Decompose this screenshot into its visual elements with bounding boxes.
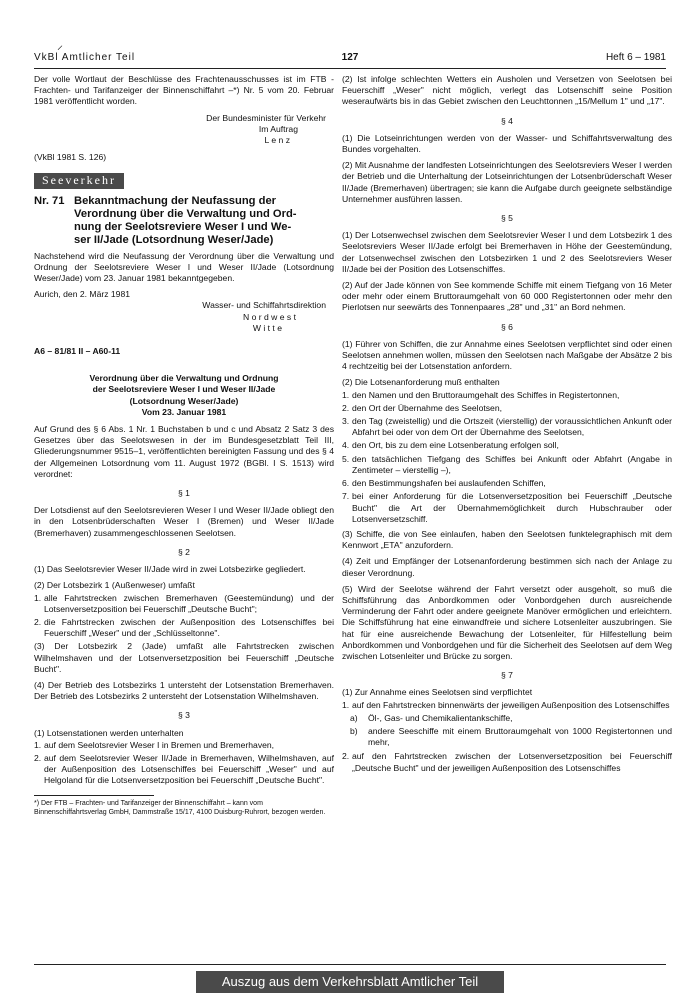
paragraph: (1) Zur Annahme eines Seelotsen sind verpflichtet — [342, 687, 533, 698]
paragraph: (3) Schiffe, die von See einlaufen, haben den Seelotsen funktelegraphisch mit dem Kennwort „ETA" anzufordern. — [342, 528, 672, 551]
list-item: 3. den Tag (zweistellig) und die Ortszeit (vierstellig) der voraussichtlichen Ankunft oder Abfahrt bei oder von dem Ort der Übernahme des Seelotsen, — [342, 416, 672, 438]
section-heading: § 1 — [178, 488, 190, 499]
page-number: 127 — [341, 52, 359, 63]
file-reference: A6 – 81/81 II – A60-11 — [34, 346, 121, 357]
signature-block-2 — [34, 300, 334, 334]
section-heading: § 4 — [501, 115, 513, 126]
signature-line: Wasser- und Schiffahrtsdirektion — [202, 300, 326, 311]
right-column — [342, 74, 672, 776]
title-line: Verordnung über die Verwaltung und Ord- — [74, 207, 297, 220]
place-date: Aurich, den 2. März 1981 — [34, 289, 131, 300]
reference: (VkBl 1981 S. 126) — [34, 152, 107, 163]
regulation-date: Vom 23. Januar 1981 — [141, 406, 227, 417]
title-line: Bekanntmachung der Neufassung der — [74, 194, 277, 207]
header-rule — [34, 68, 666, 69]
list-item: 5. den tatsächlichen Tiefgang des Schiffes bei Ankunft oder Abfahrt (Angabe in Zentimeter – vierstellig –), — [342, 453, 672, 475]
section-heading: § 3 — [178, 710, 190, 721]
paragraph: (4) Zeit und Empfänger der Lotsenanforderung bestimmen sich nach der Anlage zu dieser Verordnung. — [342, 556, 672, 578]
list-item: 7. bei einer Anforderung für die Lotsenversetzposition bei Feuerschiff „Deutsche Bucht" die Art der Übernahmemöglichkeit durch Hubschrauber oder Lotsenversetzschiff. — [342, 491, 672, 524]
section-heading: § 2 — [178, 546, 190, 557]
paragraph: (1) Die Lotseinrichtungen werden von der Wasser- und Schiffahrtsverwaltung des Bundes vorgehalten. — [342, 132, 672, 155]
section-heading: § 5 — [501, 213, 513, 224]
paragraph: (1) Das Seelotsrevier Weser II/Jade wird in zwei Lotsbezirke gegliedert. — [34, 564, 306, 575]
list-subitem: a) Öl-, Gas- und Chemikalientankschiffe, — [350, 712, 513, 723]
paragraph: (3) Der Lotsbezirk 2 (Jade) umfaßt alle Fahrtstrecken zwischen Wilhelmshaven und der Lotsenversetzposition bei Feuerschiff „Deutsche Bucht". — [34, 641, 334, 674]
paragraph: (2) Die Lotsenanforderung muß enthalten — [342, 377, 500, 388]
regulation-title-line: (Lotsordnung Weser/Jade) — [129, 395, 239, 406]
paragraph: Der Lotsdienst auf den Seelotsrevieren Weser I und Weser II/Jade obliegt den in den Lotsenbrüderschaften Weser I (Bremen) und Weser II/Jade (Bremerhaven) zusammengeschlossenen Seelotsen. — [34, 505, 334, 538]
list-item: 2. den Ort der Übernahme des Seelotsen, — [342, 402, 503, 413]
announcement: Nachstehend wird die Neufassung der Verordnung über die Verwaltung und Ordnung der Seelotsreviere Weser I und Weser II/Jade (Lotsordnung Weser/Jade) vom 23. Januar 1981 bekanntgegeben. — [34, 250, 334, 284]
signature-line: L e n z — [264, 135, 290, 146]
notice-title — [34, 195, 334, 247]
notice-number: Nr. 71 — [34, 194, 65, 207]
footnote-rule — [34, 795, 154, 796]
signature-line: Der Bundesminister für Verkehr — [206, 112, 326, 123]
preamble: Auf Grund des § 6 Abs. 1 Nr. 1 Buchstaben b und c und Absatz 2 Satz 3 des Gesetzes über das Seelotswesen in der im Bundesgesetzblatt Teil III, Gliederungsnummer 9515–1, veröffentlichten bereinigten Fassung und des § 4 der Allgemeinen Lotsordnung vom 11. August 1972 (BGBl. I S. 1513) wird verordnet: — [34, 424, 334, 479]
signature-line: N o r d w e s t — [242, 311, 296, 322]
footer-banner: Auszug aus dem Verkehrsblatt Amtlicher Teil — [196, 971, 504, 993]
paragraph: (2) Ist infolge schlechten Wetters ein Ausholen und Versetzen von Seelotsen bei Feuerschiff „Weser" nicht möglich, verlegt das Lotsenschiff seine Position weseraufwärts bis in das Gebiet zwischen den Leuchttonnen „15/Mellum 1" und „17". — [342, 74, 672, 107]
regulation-title-line: Verordnung über die Verwaltung und Ordnung — [89, 373, 279, 384]
section-banner: Seeverkehr — [34, 173, 124, 188]
paragraph: (5) Wird der Seelotse während der Fahrt versetzt oder ausgeholt, so muß die Schiffsführung das Anbordkommen oder Vonbordgehen durch ausreichende Verminderung der Fahrt oder andere geeignete Manöver ermöglichen und erleichtern. Die Schiffsführung hat eine einwandfreie und sichere Lotsenleiter auszubringen. Sie hat für eine ausreichende Bewachung der Lotsenleiter, für Hilfestellung beim Anbordkommen und Vonbordgehen und für die Sicherheit des Seelotsen auf dem Weg zwischen Lotsenleiter und Brücke zu sorgen. — [342, 583, 672, 661]
paragraph: (2) Mit Ausnahme der landfesten Lotseinrichtungen des Seelotsreviers Weser I werden der Betrieb und die Unterhaltung der Lotseinrichtungen der Lotsenbrüderschaft Weser II/Jade (Bremerhaven) übertragen; sie kann die Aufgabe durch geeignete selbständige Unternehmer ausführen lassen. — [342, 160, 672, 204]
bottom-rule — [34, 964, 666, 965]
paragraph: (1) Der Lotsenwechsel zwischen dem Seelotsrevier Weser I und dem Lotsbezirk 1 des Seelotsreviers Weser II/Jade erfolgt bei Bremerhaven in Höhe der Geestemündung, der Lotsenwechsel zwischen den Lotsbezirken 1 und 2 des Seelotsreviers Weser II/Jade bei der Position des Lotsenschiffes. — [342, 230, 672, 274]
paragraph: (4) Der Betrieb des Lotsbezirks 1 untersteht der Lotsenstation Bremerhaven. Der Betrieb des Lotsbezirks 2 untersteht der Lotsenstation Wilhelmshaven. — [34, 679, 334, 702]
list-item: 1. alle Fahrtstrecken zwischen Bremerhaven (Geestemündung) und der Lotsenversetzposition bei Feuerschiff „Deutsche Bucht"; — [34, 592, 334, 614]
list-item: 2. auf den Fahrtstrecken zwischen der Lotsenversetzposition bei Feuerschiff „Deutsche Bucht" und der jeweiligen Außenposition des Lotsenschiffes — [342, 751, 672, 773]
paragraph: (2) Der Lotsbezirk 1 (Außenweser) umfaßt — [34, 580, 195, 591]
signature-line: Im Auftrag — [258, 123, 298, 134]
regulation-title — [34, 373, 334, 418]
signature-line: W i t t e — [252, 322, 282, 333]
paragraph: (1) Lotsenstationen werden unterhalten — [34, 727, 184, 738]
footnote: *) Der FTB – Frachten- und Tarifanzeiger der Binnenschiffahrt – kann vom Binnenschiffahrtsverlag GmbH, Dammstraße 15/17, 4100 Duisburg-Ruhrort, bezogen werden. — [34, 799, 326, 816]
list-item: 1. auf dem Seelotsrevier Weser I in Bremen und Bremerhaven, — [34, 739, 275, 750]
list-item: 2. auf dem Seelotsrevier Weser II/Jade in Bremerhaven, Wilhelmshaven, auf der Außenposition des Lotsenschiffes bei Feuerschiff „Weser" und auf Helgoland für die Lotsenversetzposition bei Feuerschiff „Deutsche Bucht". — [34, 752, 334, 786]
left-column — [34, 74, 334, 817]
title-line: nung der Seelotsreviere Weser I und We- — [74, 220, 292, 233]
list-subitem: b) andere Seeschiffe mit einem Bruttoraumgehalt von 1000 Registertonnen und mehr, — [350, 725, 672, 748]
issue-number: Heft 6 – 1981 — [605, 52, 666, 63]
list-item: 4. den Ort, bis zu dem eine Lotsenberatung erfolgen soll, — [342, 440, 559, 451]
page-header — [34, 52, 666, 68]
list-item: 1. den Namen und den Bruttoraumgehalt des Schiffes in Registertonnen, — [342, 389, 620, 400]
paragraph: (1) Führer von Schiffen, die zur Annahme eines Seelotsen verpflichtet sind oder einen Seelotsen annehmen wollen, müssen den Seelotsen nach Maßgabe der Absätze 2 bis 4 rechtzeitig bei der Lotsenstation anfordern. — [342, 338, 672, 372]
signature-block-1 — [34, 113, 334, 147]
paragraph: (2) Auf der Jade können von See kommende Schiffe mit einem Tiefgang von 16 Meter oder mehr oder einem Bruttoraumgehalt von 60 000 Registertonnen oder mehr den Pierlotsen nur seewärts des Tonnenpaares „28" und „31" an Bord nehmen. — [342, 280, 672, 313]
list-item: 1. auf den Fahrtstrecken binnenwärts der jeweiligen Außenposition des Lotsenschiffes — [342, 699, 670, 710]
intro-paragraph: Der volle Wortlaut der Beschlüsse des Frachtenausschusses ist im FTB - Frachten- und Tarifanzeiger der Binnenschiffahrt –*) Nr. 5 vom 20. Februar 1981 veröffentlicht worden. — [34, 74, 334, 107]
list-item: 2. die Fahrtstrecken zwischen der Außenposition des Lotsenschiffes bei Feuerschiff „Weser" und der „Schlüsseltonne". — [34, 616, 334, 639]
title-line: ser II/Jade (Lotsordnung Weser/Jade) — [74, 233, 274, 246]
journal-name: VkBl Amtlicher Teil — [34, 52, 136, 63]
regulation-title-line: der Seelotsreviere Weser I und Weser II/Jade — [92, 384, 276, 395]
section-heading: § 6 — [501, 321, 513, 332]
section-heading: § 7 — [501, 670, 513, 681]
list-item: 6. den Bestimmungshafen bei auslaufenden Schiffen, — [342, 478, 546, 489]
pen-mark: ⸝ — [57, 38, 64, 52]
